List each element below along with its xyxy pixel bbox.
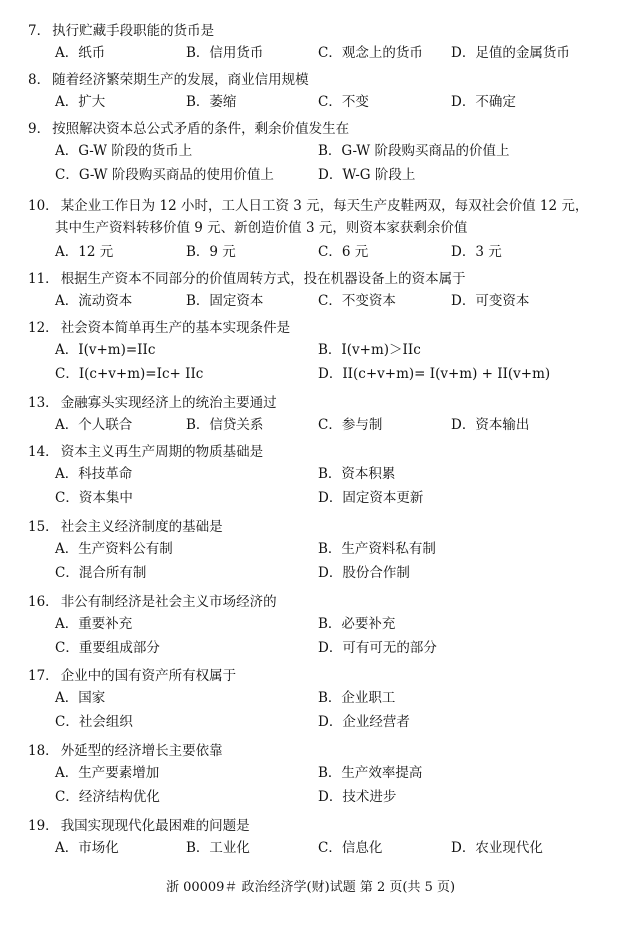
option-c: C．重要组成部分 <box>55 640 160 656</box>
question-text: 资本主义再生产周期的物质基础是 <box>60 444 264 460</box>
option-row <box>28 462 608 486</box>
option-a: A．国家 <box>55 690 106 706</box>
question-text: 金融寡头实现经济上的统治主要通过 <box>60 395 277 411</box>
page-footer: 浙 00009＃ 政治经济学(财)试题 第 2 页(共 5 页) <box>165 880 456 895</box>
question-number: 10． <box>28 198 59 214</box>
question-14 <box>28 442 608 510</box>
question-stem <box>28 196 608 216</box>
question-text: 外延型的经济增长主要依靠 <box>60 743 223 759</box>
option-row <box>28 289 608 313</box>
option-d: D．资本输出 <box>451 417 530 433</box>
option-d: D．技术进步 <box>318 789 397 805</box>
option-b: B．信贷关系 <box>186 417 264 433</box>
option-a: A．个人联合 <box>55 417 133 433</box>
option-b: B．G-W 阶段购买商品的价值上 <box>318 143 510 159</box>
option-d: D．企业经营者 <box>318 714 410 730</box>
option-b: B．固定资本 <box>186 293 264 309</box>
option-b: B．生产效率提高 <box>318 765 423 781</box>
question-text: 社会主义经济制度的基础是 <box>60 519 223 535</box>
option-d: D．II(c+v+m)= I(v+m) + II(v+m) <box>318 366 551 382</box>
question-text: 非公有制经济是社会主义市场经济的 <box>60 594 277 610</box>
option-d: D．W-G 阶段上 <box>318 167 416 183</box>
question-number: 16． <box>28 594 59 610</box>
option-row <box>28 41 608 65</box>
option-a: A．流动资本 <box>55 293 133 309</box>
question-stem <box>28 517 608 537</box>
question-text: 随着经济繁荣期生产的发展，商业信用规模 <box>52 72 309 88</box>
option-c: C．混合所有制 <box>55 565 147 581</box>
option-d: D．固定资本更新 <box>318 490 424 506</box>
option-row <box>28 612 608 636</box>
option-row <box>28 686 608 710</box>
question-stem <box>28 741 608 761</box>
option-d: D．农业现代化 <box>451 840 543 856</box>
option-row <box>28 139 608 163</box>
question-text: 某企业工作日为 12 小时，工人日工资 3 元，每天生产皮鞋两双，每双社会价值 12 元， <box>60 198 589 214</box>
question-9 <box>28 119 608 187</box>
option-c: C．不变资本 <box>318 293 396 309</box>
option-c: C．G-W 阶段购买商品的使用价值上 <box>55 167 274 183</box>
option-a: A．扩大 <box>55 94 106 110</box>
option-row <box>28 90 608 114</box>
question-15 <box>28 517 608 585</box>
option-row <box>28 338 608 362</box>
question-stem <box>28 269 608 289</box>
question-17 <box>28 666 608 734</box>
question-16 <box>28 592 608 660</box>
option-d: D．可变资本 <box>451 293 530 309</box>
option-d: D．可有可无的部分 <box>318 640 437 656</box>
question-number: 13． <box>28 395 59 411</box>
question-13 <box>28 393 608 437</box>
option-row <box>28 785 608 809</box>
question-stem <box>28 816 608 836</box>
question-stem <box>28 393 608 413</box>
option-a: A．市场化 <box>55 840 119 856</box>
option-b: B．必要补充 <box>318 616 396 632</box>
question-number: 17． <box>28 668 59 684</box>
question-10 <box>28 196 608 264</box>
option-c: C．信息化 <box>318 840 383 856</box>
option-a: A．生产要素增加 <box>55 765 160 781</box>
question-stem <box>28 592 608 612</box>
option-row <box>28 486 608 510</box>
option-a: A．I(v+m)=IIc <box>55 342 156 358</box>
question-text: 社会资本简单再生产的基本实现条件是 <box>60 320 291 336</box>
option-c: C．观念上的货币 <box>318 45 423 61</box>
question-stem <box>28 21 608 41</box>
option-b: B．9 元 <box>186 244 236 260</box>
question-11 <box>28 269 608 313</box>
question-text: 企业中的国有资产所有权属于 <box>60 668 237 684</box>
option-row <box>28 240 608 264</box>
option-a: A．纸币 <box>55 45 106 61</box>
question-number: 14． <box>28 444 59 460</box>
option-c: C．参与制 <box>318 417 383 433</box>
option-a: A．科技革命 <box>55 466 133 482</box>
question-7 <box>28 21 608 65</box>
option-b: B．资本积累 <box>318 466 396 482</box>
question-stem <box>28 119 608 139</box>
question-text: 执行贮藏手段职能的货币是 <box>52 23 215 39</box>
question-8 <box>28 70 608 114</box>
question-number: 8． <box>28 72 51 88</box>
option-d: D．3 元 <box>451 244 502 260</box>
question-12 <box>28 318 608 386</box>
option-row <box>28 537 608 561</box>
question-text: 我国实现现代化最困难的问题是 <box>60 818 250 834</box>
question-number: 12． <box>28 320 59 336</box>
option-b: B．工业化 <box>186 840 250 856</box>
option-c: C．经济结构优化 <box>55 789 160 805</box>
question-number: 19． <box>28 818 59 834</box>
question-number: 18． <box>28 743 59 759</box>
question-text-continued: 其中生产资料转移价值 9 元、新创造价值 3 元，则资本家获剩余价值 <box>55 220 468 236</box>
question-number: 9． <box>28 121 51 137</box>
option-d: D．足值的金属货币 <box>451 45 570 61</box>
question-number: 15． <box>28 519 59 535</box>
option-a: A．生产资料公有制 <box>55 541 173 557</box>
question-stem <box>28 318 608 338</box>
option-row <box>28 710 608 734</box>
question-19 <box>28 816 608 860</box>
option-row <box>28 163 608 187</box>
option-row <box>28 362 608 386</box>
option-a: A．G-W 阶段的货币上 <box>55 143 193 159</box>
option-d: D．不确定 <box>451 94 516 110</box>
option-b: B．信用货币 <box>186 45 264 61</box>
option-row <box>28 636 608 660</box>
option-c: C．6 元 <box>318 244 369 260</box>
question-stem <box>28 442 608 462</box>
option-c: C．不变 <box>318 94 369 110</box>
question-stem <box>28 70 608 90</box>
question-number: 7． <box>28 23 51 39</box>
option-row <box>28 413 608 437</box>
option-d: D．股份合作制 <box>318 565 410 581</box>
option-c: C．资本集中 <box>55 490 133 506</box>
question-text: 根据生产资本不同部分的价值周转方式，投在机器设备上的资本属于 <box>60 271 466 287</box>
option-row <box>28 761 608 785</box>
question-text: 按照解决资本总公式矛盾的条件，剩余价值发生在 <box>52 121 350 137</box>
question-number: 11． <box>28 271 59 287</box>
option-b: B．生产资料私有制 <box>318 541 436 557</box>
question-stem <box>28 666 608 686</box>
option-a: A．重要补充 <box>55 616 133 632</box>
option-row <box>28 836 608 860</box>
option-a: A．12 元 <box>55 244 114 260</box>
option-b: B．企业职工 <box>318 690 396 706</box>
option-c: C．I(c+v+m)=Ic+ IIc <box>55 366 204 382</box>
option-c: C．社会组织 <box>55 714 133 730</box>
question-18 <box>28 741 608 809</box>
option-row <box>28 561 608 585</box>
option-b: B．萎缩 <box>186 94 237 110</box>
option-b: B．I(v+m)＞IIc <box>318 342 421 358</box>
